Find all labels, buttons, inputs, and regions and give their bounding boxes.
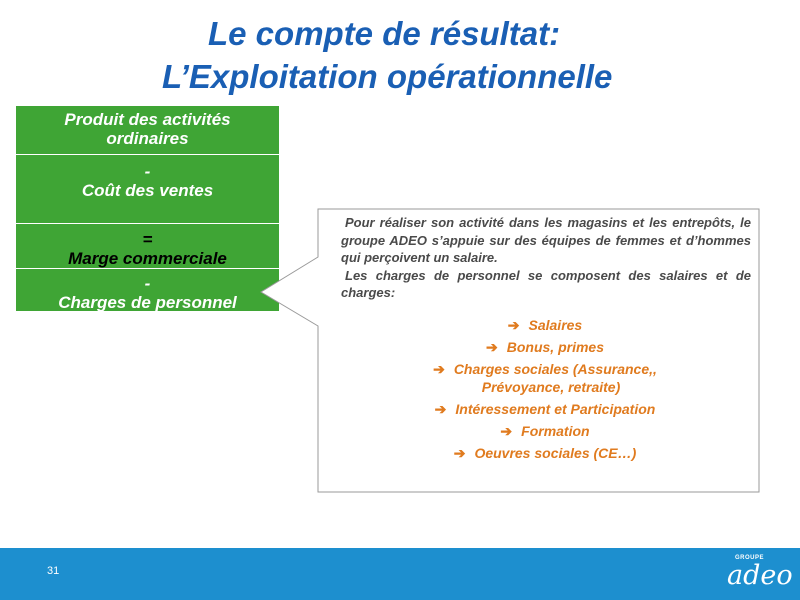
list-item [330, 444, 760, 462]
list-item [330, 400, 760, 418]
box-operator: = [142, 230, 153, 249]
charges-list [330, 316, 760, 466]
slide-title-line1: Le compte de résultat: [208, 15, 561, 52]
box-line: Charges de personnel [58, 293, 237, 312]
footer-bar [0, 548, 800, 600]
list-item [330, 422, 760, 440]
box-line: Produit des activités [64, 110, 231, 129]
list-item [330, 360, 760, 396]
box-operator: - [144, 162, 151, 181]
callout-paragraph: Les charges de personnel se composent des salaires et de charges: [341, 267, 751, 300]
arrow-right-icon: ➔ [433, 361, 445, 377]
list-item-label: Formation [521, 423, 590, 439]
list-item [330, 316, 760, 334]
arrow-right-icon: ➔ [453, 445, 466, 461]
list-item-label: Oeuvres sociales (CE…) [474, 445, 637, 461]
adeo-logo: adeo [727, 560, 793, 591]
list-item-label: Intéressement et Participation [455, 401, 656, 417]
arrow-right-icon: ➔ [486, 339, 498, 355]
arrow-right-icon: ➔ [434, 401, 447, 417]
box-operator: - [144, 274, 151, 293]
box-line: ordinaires [106, 129, 189, 148]
list-item-label: Bonus, primes [506, 339, 604, 355]
list-item [330, 338, 760, 356]
callout-text [341, 214, 751, 302]
list-item-label: Charges sociales (Assurance,, [453, 361, 657, 377]
box-line: Coût des ventes [81, 181, 214, 200]
list-item-label: Salaires [528, 317, 583, 333]
callout-paragraph: Pour réaliser son activité dans les magasins et les entrepôts, le groupe ADEO s’appuie sur des équipes de femmes et d’hommes qui perçoivent un salaire. [341, 215, 751, 265]
list-item-label-continued: Prévoyance, retraite) [481, 379, 621, 395]
arrow-right-icon: ➔ [507, 317, 520, 333]
page-number: 31 [47, 565, 60, 577]
arrow-right-icon: ➔ [500, 423, 513, 439]
box-line: Marge commerciale [68, 249, 227, 268]
logo-groupe-text: GROUPE [735, 555, 765, 561]
slide-title-line2: L’Exploitation opérationnelle [162, 58, 613, 95]
